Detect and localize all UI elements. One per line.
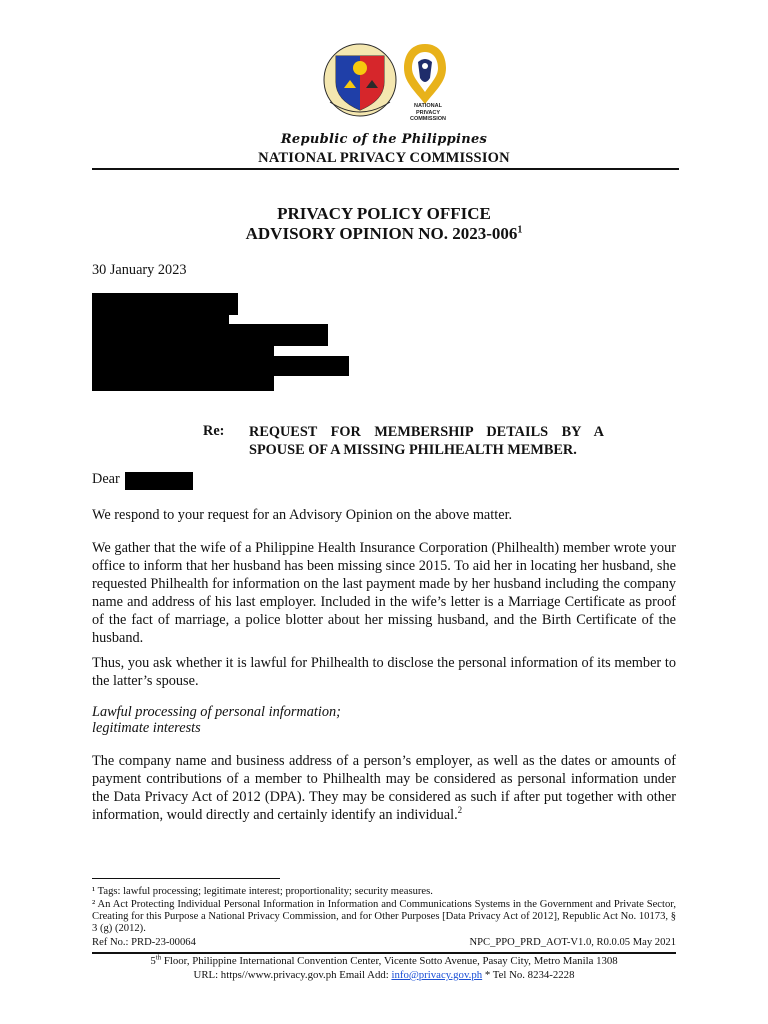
opinion-number: ADVISORY OPINION NO. 2023-006 xyxy=(245,224,518,243)
email-link[interactable]: info@privacy.gov.ph xyxy=(391,969,483,981)
redaction-block xyxy=(92,315,229,324)
contact-line xyxy=(0,969,768,981)
office-title: PRIVACY POLICY OFFICE xyxy=(277,204,491,223)
redaction-block xyxy=(92,356,349,376)
address-floor: 5 xyxy=(150,955,156,967)
npc-logo-text xyxy=(398,103,458,123)
contact-phone: * Tel No. 8234-2228 xyxy=(482,969,575,981)
republic-heading: Republic of the Philippines xyxy=(280,132,488,147)
opinion-title xyxy=(0,224,768,244)
redaction-block xyxy=(92,293,238,315)
logo-text-line: PRIVACY xyxy=(415,109,441,116)
paragraph-intro: We respond to your request for an Advisory Opinion on the above matter. xyxy=(92,507,513,523)
salutation: Dear xyxy=(92,471,120,487)
address-text: Floor, Philippine International Convention Center, Vicente Sotto Avenue, Pasay City, Metro Manila 1308 xyxy=(161,955,618,967)
npc-logo-icon xyxy=(402,42,448,108)
header-divider xyxy=(92,168,679,170)
re-label: Re: xyxy=(203,423,225,439)
reference-number: Ref No.: PRD-23-00064 xyxy=(92,937,196,948)
paragraph-discussion xyxy=(92,752,676,824)
paragraph-facts: We gather that the wife of a Philippine Health Insurance Corporation (Philhealth) member wrote your office to inform that her husband has been missing since 2015. To aid her in locating her husband, she requested Philhealth for information on the last payment made by her husband including the company name and address of his last employer. Included in the wife’s letter is a Marriage Certificate as proof of the fact of marriage, a police blotter about her missing husband, and the Birth Certificate of the husband. xyxy=(92,540,676,646)
footnote-divider xyxy=(92,878,280,879)
footnote-2: ² An Act Protecting Individual Personal Information in Information and Communications Systems in the Government and Private Sector, Creating for this Purpose a National Privacy Commission, and for Other Purposes [Data Privacy Act of 2012], Republic Act No. 10173, § 3 (g) (2012). xyxy=(92,899,676,934)
subheading-line: legitimate interests xyxy=(92,720,201,736)
letter-date: 30 January 2023 xyxy=(92,262,187,278)
paragraph-text: The company name and business address of a person’s employer, as well as the dates or amounts of payment contributions of a member to Philhealth may be considered as personal information under the Data Privacy Act of 2012 (DPA). They may be considered as such if after put together with other information, would directly and certainly identify an individual. xyxy=(92,753,676,823)
footnote-marker-2: 2 xyxy=(457,805,463,816)
subheading-line: Lawful processing of personal information; xyxy=(92,704,341,720)
redaction-block xyxy=(92,324,328,346)
re-subject: REQUEST FOR MEMBERSHIP DETAILS BY A SPOUSE OF A MISSING PHILHEALTH MEMBER. xyxy=(249,424,604,458)
logo-text-line: NATIONAL xyxy=(413,103,442,109)
philippine-seal-icon xyxy=(322,42,398,118)
document-code: NPC_PPO_PRD_AOT-V1.0, R0.0.05 May 2021 xyxy=(469,937,676,948)
footnote-marker-1: 1 xyxy=(517,224,523,236)
footer-divider xyxy=(92,952,676,954)
agency-heading: NATIONAL PRIVACY COMMISSION xyxy=(258,150,510,166)
address-floor-suffix: th xyxy=(155,953,162,962)
paragraph-question: Thus, you ask whether it is lawful for Philhealth to disclose the personal information of its member to the latter’s spouse. xyxy=(92,655,676,689)
logo-text-line: COMMISSION xyxy=(409,116,447,122)
office-address xyxy=(0,955,768,967)
footnote-1: ¹ Tags: lawful processing; legitimate interest; proportionality; security measures. xyxy=(92,886,433,897)
redaction-block xyxy=(125,472,193,490)
redaction-block xyxy=(92,346,274,356)
section-subheading xyxy=(92,704,392,736)
redaction-block xyxy=(92,376,274,391)
contact-url: URL: https//www.privacy.gov.ph Email Add: xyxy=(193,969,392,981)
